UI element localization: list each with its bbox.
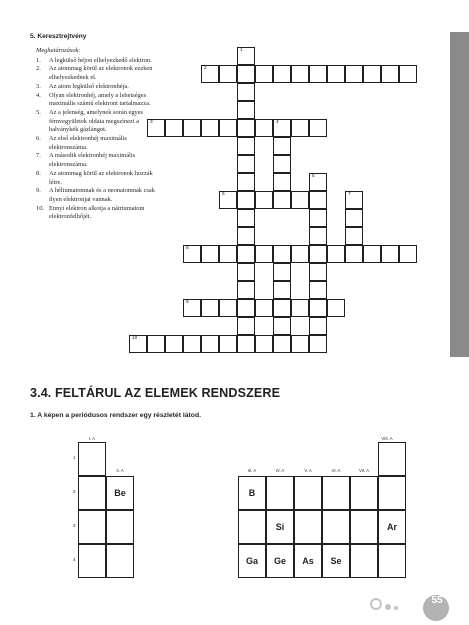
pt-cell[interactable] [294, 476, 322, 510]
crossword-cell[interactable] [201, 335, 219, 353]
cell-number: 10 [132, 336, 138, 341]
crossword-cell[interactable] [183, 299, 201, 317]
pt-cell[interactable]: B [238, 476, 266, 510]
crossword-cell[interactable] [219, 191, 237, 209]
exercise-title: 5. Keresztrejtvény [30, 33, 87, 40]
crossword-cell[interactable] [291, 119, 309, 137]
crossword-cell[interactable] [129, 335, 147, 353]
pt-cell[interactable] [266, 476, 294, 510]
cell-number: 1 [240, 48, 243, 53]
clue-item: 6. Az első elektronhéj maximális elektronszáma. [36, 135, 127, 151]
crossword-cell[interactable] [255, 119, 273, 137]
clue-item: 9. A héliumatomnak és a neonatomnak csak ilyen elektronjai vannak. [36, 187, 155, 203]
crossword-cell[interactable] [237, 155, 255, 173]
clue-item: 1. A legkülső héjon elhelyezkedő elektron. [36, 56, 152, 64]
crossword-cell[interactable] [273, 191, 291, 209]
crossword-cell[interactable] [201, 119, 219, 137]
crossword-cell[interactable] [219, 335, 237, 353]
crossword-cell[interactable] [237, 263, 255, 281]
crossword-cell[interactable] [147, 119, 165, 137]
period-label: 2 [73, 489, 76, 494]
pt-cell[interactable]: Ge [266, 544, 294, 578]
crossword-cell[interactable] [219, 245, 237, 263]
crossword-cell[interactable] [327, 245, 345, 263]
clue-item: 10. Ennyi elektron alkotja a nátriumatom elektronfelhőjét. [36, 204, 145, 221]
crossword-cell[interactable] [237, 317, 255, 335]
crossword-cell[interactable] [147, 335, 165, 353]
clue-item: 7. A második elektronhéj maximális elektronszáma. [36, 152, 136, 169]
cell-number: 8 [186, 246, 189, 251]
logo-circle-large [370, 598, 382, 610]
crossword-cell[interactable] [237, 65, 255, 83]
pt-cell[interactable] [106, 510, 134, 544]
crossword-cell[interactable] [183, 335, 201, 353]
crossword-cell[interactable] [255, 335, 273, 353]
cell-number: 7 [348, 192, 351, 197]
period-label: 1 [73, 455, 76, 460]
crossword-cell[interactable] [201, 65, 219, 83]
pt-cell[interactable]: As [294, 544, 322, 578]
crossword-cell[interactable] [399, 65, 417, 83]
pt-cell[interactable]: Si [266, 510, 294, 544]
crossword-cell[interactable] [309, 299, 327, 317]
crossword-cell[interactable] [237, 281, 255, 299]
crossword-cell[interactable] [273, 65, 291, 83]
crossword-cell[interactable] [237, 173, 255, 191]
crossword-cell[interactable] [345, 245, 363, 263]
crossword-cell[interactable] [273, 281, 291, 299]
crossword-cell[interactable] [219, 119, 237, 137]
pt-cell[interactable] [350, 476, 378, 510]
logo-circle-tiny [394, 606, 398, 610]
crossword-cell[interactable] [273, 245, 291, 263]
crossword-cell[interactable] [381, 65, 399, 83]
pt-cell[interactable]: Se [322, 544, 350, 578]
crossword-cell[interactable] [183, 119, 201, 137]
cell-number: 9 [186, 300, 189, 305]
crossword-cell[interactable] [255, 65, 273, 83]
group-label: I. A [88, 436, 96, 441]
crossword-cell[interactable] [237, 299, 255, 317]
pt-cell[interactable] [106, 544, 134, 578]
pt-cell[interactable]: Ga [238, 544, 266, 578]
crossword-cell[interactable] [381, 245, 399, 263]
crossword-cell[interactable] [237, 335, 255, 353]
group-label: VII. A [358, 468, 369, 473]
pt-cell[interactable] [78, 476, 106, 510]
cell-number: 2 [204, 66, 207, 71]
group-label: VIII. A [381, 436, 393, 441]
crossword-cell[interactable] [345, 191, 363, 209]
pt-cell[interactable] [378, 544, 406, 578]
clue-heading: Meghatározások: [36, 47, 81, 54]
pt-cell[interactable] [378, 476, 406, 510]
crossword-cell[interactable] [273, 335, 291, 353]
crossword-cell[interactable] [309, 263, 327, 281]
crossword-cell[interactable] [399, 245, 417, 263]
period-label: 4 [73, 557, 76, 562]
crossword-cell[interactable] [345, 209, 363, 227]
crossword-cell[interactable] [327, 299, 345, 317]
cell-number: 6 [222, 192, 225, 197]
crossword-cell[interactable] [309, 281, 327, 299]
crossword-cell[interactable] [291, 191, 309, 209]
crossword-cell[interactable] [273, 263, 291, 281]
crossword-cell[interactable] [273, 137, 291, 155]
crossword-cell[interactable] [345, 227, 363, 245]
crossword-cell[interactable] [237, 101, 255, 119]
crossword-cell[interactable] [237, 209, 255, 227]
pt-cell[interactable] [350, 544, 378, 578]
clue-item: 8. Az atommag körül az elektronok hozzák létre. [36, 169, 153, 186]
crossword-cell[interactable] [219, 299, 237, 317]
crossword-cell[interactable] [237, 245, 255, 263]
crossword-cell[interactable] [237, 119, 255, 137]
crossword-cell[interactable] [237, 137, 255, 155]
crossword-cell[interactable] [309, 335, 327, 353]
crossword-cell[interactable] [309, 173, 327, 191]
crossword-cell[interactable] [273, 119, 291, 137]
pt-cell[interactable] [78, 442, 106, 476]
crossword-cell[interactable] [309, 317, 327, 335]
crossword-cell[interactable] [273, 299, 291, 317]
crossword-cell[interactable] [345, 65, 363, 83]
crossword-cell[interactable] [309, 209, 327, 227]
cell-number: 3 [150, 120, 153, 125]
pt-cell[interactable] [294, 510, 322, 544]
crossword-cell[interactable] [255, 299, 273, 317]
group-label: II. A [116, 468, 124, 473]
crossword-cell[interactable] [255, 191, 273, 209]
logo-circle-small [385, 604, 391, 610]
crossword-cell[interactable] [309, 119, 327, 137]
clue-item: 4. Olyan elektronhéj, amely a lehetséges maximális számú elektront tartalmazza. [36, 91, 151, 108]
group-label: V. A [304, 468, 312, 473]
crossword-cell[interactable] [309, 245, 327, 263]
crossword-cell[interactable] [237, 83, 255, 101]
pt-cell[interactable] [322, 510, 350, 544]
period-label: 3 [73, 523, 76, 528]
crossword-cell[interactable] [255, 245, 273, 263]
clue-item: 2. Az atommag körül az elektronok ezeken elhelyezkednek el. [36, 65, 153, 82]
crossword-cell[interactable] [237, 227, 255, 245]
clue-item: 5. Az a jelenség, amelynek során egyes fémvegyületek oldata megszínezi a halványkék gázlángot. [36, 108, 144, 134]
pt-cell[interactable] [322, 476, 350, 510]
crossword-cell[interactable] [273, 155, 291, 173]
crossword-cell[interactable] [219, 65, 237, 83]
section-title: 3.4. FELTÁRUL AZ ELEMEK RENDSZERE [30, 386, 281, 400]
group-label: VI. A [331, 468, 341, 473]
group-label: III. A [247, 468, 257, 473]
pt-cell[interactable]: Be [106, 476, 134, 510]
page-number: 55 [431, 595, 443, 606]
crossword-cell[interactable] [165, 335, 183, 353]
crossword-cell[interactable] [363, 245, 381, 263]
crossword-cell[interactable] [183, 245, 201, 263]
pt-cell[interactable] [78, 510, 106, 544]
pt-cell[interactable] [238, 510, 266, 544]
cell-number: 5 [312, 174, 315, 179]
crossword-cell[interactable] [327, 65, 345, 83]
crossword-cell[interactable] [237, 191, 255, 209]
crossword-cell[interactable] [273, 173, 291, 191]
crossword-cell[interactable] [291, 299, 309, 317]
crossword-cell[interactable] [291, 335, 309, 353]
pt-cell[interactable] [350, 510, 378, 544]
clue-item: 3. Az atom legkülső elektronhéja. [36, 82, 129, 90]
side-tab [450, 32, 469, 357]
cell-number: 4 [276, 120, 279, 125]
crossword-cell[interactable] [201, 245, 219, 263]
pt-cell[interactable] [378, 442, 406, 476]
crossword-cell[interactable] [291, 65, 309, 83]
pt-cell[interactable]: Ar [378, 510, 406, 544]
pt-cell[interactable] [78, 544, 106, 578]
crossword-cell[interactable] [291, 245, 309, 263]
crossword-cell[interactable] [165, 119, 183, 137]
group-label: IV. A [275, 468, 285, 473]
crossword-cell[interactable] [363, 65, 381, 83]
crossword-cell[interactable] [201, 299, 219, 317]
crossword-cell[interactable] [309, 191, 327, 209]
crossword-cell[interactable] [309, 227, 327, 245]
clue-list [36, 47, 160, 222]
task-text: 1. A képen a periódusos rendszer egy részletét látod. [30, 412, 201, 419]
crossword-cell[interactable] [273, 317, 291, 335]
crossword-cell[interactable] [237, 47, 255, 65]
crossword-cell[interactable] [309, 65, 327, 83]
